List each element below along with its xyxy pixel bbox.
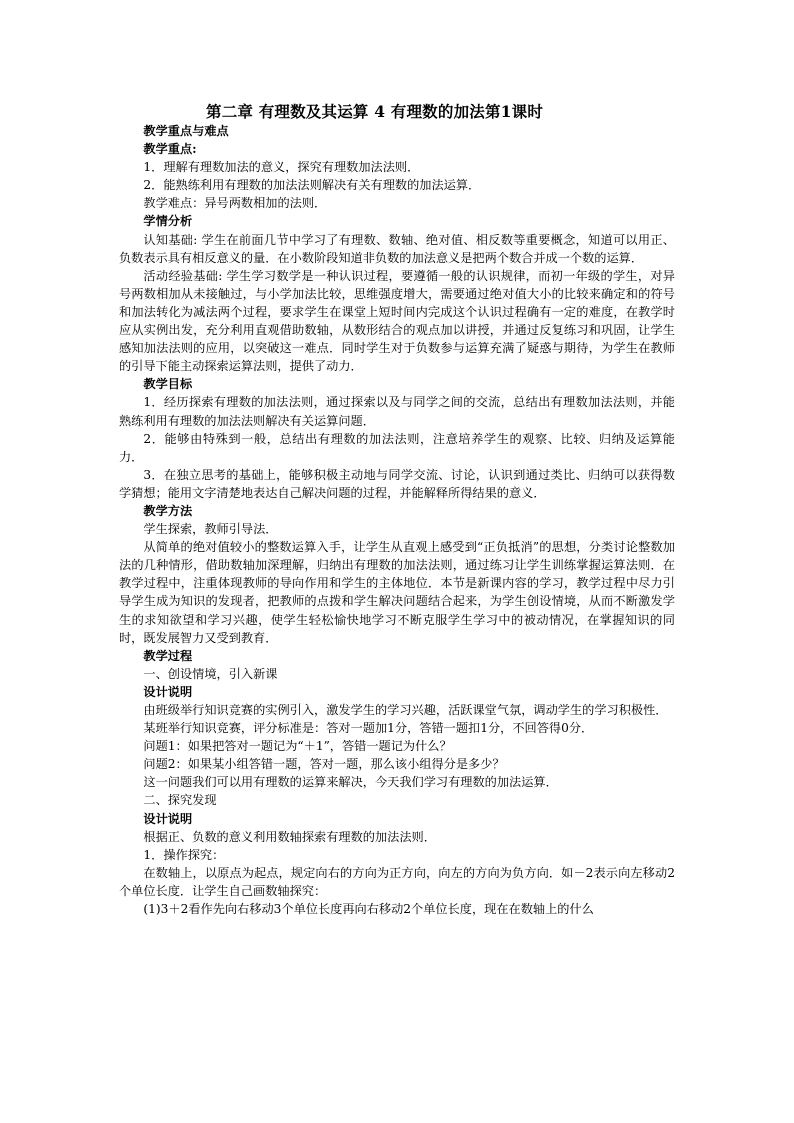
section-heading: 教学重点: bbox=[143, 142, 197, 157]
body-paragraph: 二、探究发现 bbox=[143, 793, 217, 808]
body-paragraph: 一、创设情境，引入新课 bbox=[143, 666, 278, 681]
body-paragraph: 问题1：如果把答对一题记为“＋1”，答错一题记为什么？ bbox=[143, 739, 452, 754]
section-heading: 设计说明 bbox=[143, 684, 193, 699]
body-paragraph: 学生探索，教师引导法． bbox=[143, 522, 278, 537]
body-paragraph: 1．操作探究： bbox=[143, 847, 225, 862]
body-paragraph: 这一问题我们可以用有理数的运算来解决，今天我们学习有理数的加法运算． bbox=[143, 775, 558, 790]
body-paragraph: 认知基础: 学生在前面几节中学习了有理数、数轴、绝对值、相反数等重要概念，知道可以用正、负数表示具有相反意义的量．在小数阶段知道非负数的加法意义是把两个数合并成一个数的运算． bbox=[119, 232, 675, 265]
body-paragraph: 根据正、负数的意义利用数轴探索有理数的加法法则． bbox=[143, 829, 436, 844]
section-heading: 教学方法 bbox=[143, 503, 193, 518]
section-heading: 教学过程 bbox=[143, 648, 193, 663]
section-heading: 学情分析 bbox=[143, 214, 193, 229]
body-paragraph: (1)3＋2看作先向右移动3个单位长度再向右移动2个单位长度，现在在数轴上的什么 bbox=[143, 902, 594, 917]
body-paragraph: 从简单的绝对值较小的整数运算入手，让学生从直观上感受到“正负抵消”的思想，分类讨论整数加法的几种情形，借助数轴加深理解，归纳出有理数的加法法则，通过练习让学生训练掌握运算法则．在教学过程中，注重体现教师的导向作用和学生的主体地位．本节是新课内容的学习，教学过程中尽力引导学生成为知识的发现者，把教师的点拨和学生解决问题结合起来，为学生创设情境，从而不断激发学生的求知欲望和学习兴趣，使学生轻松愉快地学习不断克服学生学习中的被动情况，在掌握知识的同时，既发展智力又受到教育． bbox=[119, 540, 675, 645]
body-paragraph: 活动经验基础: 学生学习数学是一种认识过程，要遵循一般的认识规律，而初一年级的学生，对异号两数相加从未接触过，与小学加法比较，思维强度增大，需要通过绝对值大小的比较来确定和的符号和加法转化为减法两个过程，要求学生在课堂上短时间内完成这个认识过程确有一定的难度，在教学时应从实例出发，充分利用直观借助数轴，从数形结合的观点加以讲授，并通过反复练习和巩固，让学生感知加法法则的应用，以突破这一难点．同时学生对于负数参与运算充满了疑惑与期待，为学生在教师的引导下能主动探索运算法则，提供了动力． bbox=[119, 268, 675, 374]
body-paragraph: 问题2：如果某小组答错一题，答对一题，那么该小组得分是多少？ bbox=[143, 757, 505, 772]
section-heading: 设计说明 bbox=[143, 811, 193, 826]
document-body bbox=[119, 122, 675, 918]
body-paragraph: 3．在独立思考的基础上，能够积极主动地与同学交流、讨论，认识到通过类比、归纳可以获得数学猜想；能用文字清楚地表达自己解决问题的过程，并能解释所得结果的意义． bbox=[119, 467, 675, 500]
body-paragraph: 由班级举行知识竞赛的实例引入，激发学生的学习兴趣，活跃课堂气氛，调动学生的学习积极性． bbox=[143, 703, 668, 717]
body-paragraph: 1．理解有理数加法的意义，探究有理数加法法则． bbox=[143, 160, 420, 175]
section-heading: 教学目标 bbox=[143, 377, 193, 392]
body-paragraph: 1．经历探索有理数的加法法则，通过探索以及与同学之间的交流，总结出有理数加法法则，并能熟练利用有理数的加法法则解决有关运算问题． bbox=[119, 395, 675, 428]
page-title: 第二章 有理数及其运算 4 有理数的加法第1课时 bbox=[206, 102, 544, 121]
body-paragraph: 某班举行知识竞赛，评分标准是：答对一题加1分，答错一题扣1分，不回答得0分． bbox=[143, 721, 594, 736]
body-paragraph: 教学难点：异号两数相加的法则． bbox=[143, 196, 327, 211]
body-paragraph: 2．能熟练利用有理数的加法法则解决有关有理数的加法运算． bbox=[143, 178, 481, 193]
body-paragraph: 在数轴上，以原点为起点，规定向右的方向为正方向，向左的方向为负方向．如－2表示向左移动2个单位长度．让学生自己画数轴探究： bbox=[119, 865, 675, 898]
section-heading: 教学重点与难点 bbox=[143, 124, 229, 138]
body-paragraph: 2．能够由特殊到一般，总结出有理数的加法法则，注意培养学生的观察、比较、归纳及运算能力． bbox=[119, 431, 675, 464]
